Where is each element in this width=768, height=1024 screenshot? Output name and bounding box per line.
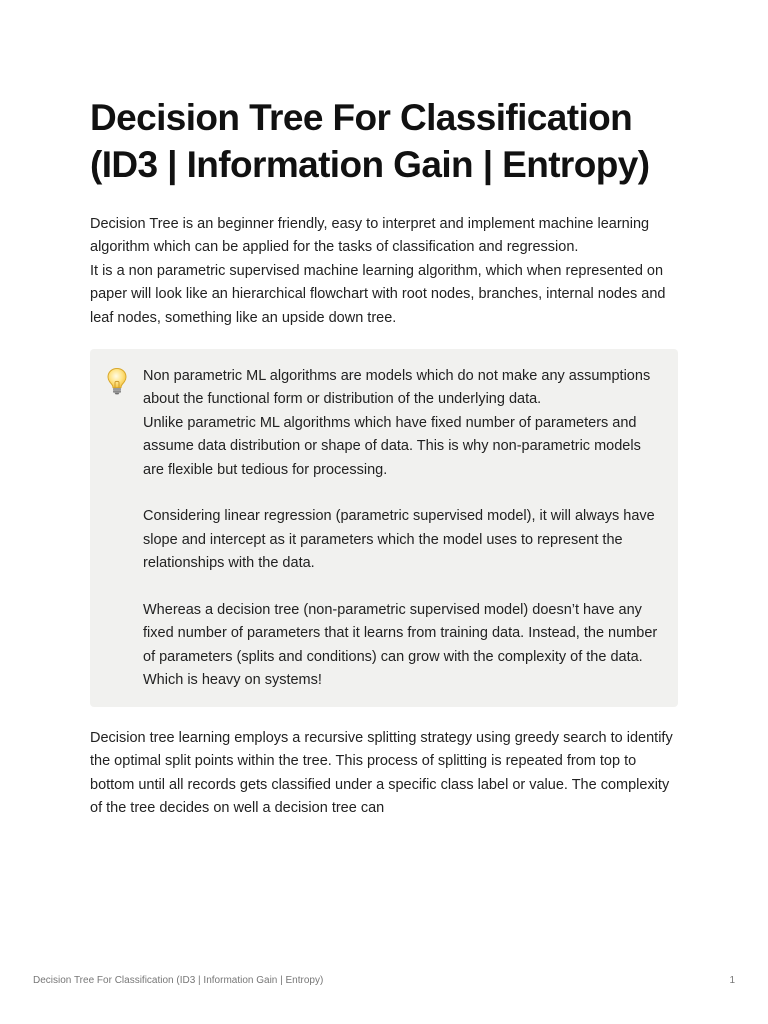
callout-paragraph-3: Considering linear regression (parametric supervised model), it will always have slope and intercept as it parameters which the model uses to represent the relationships with the data. [143, 508, 655, 572]
callout-paragraph-4: Whereas a decision tree (non-parametric supervised model) doesn’t have any fixed number of parameters that it learns from training data. Instead, the number of parameters (splits and conditions) can grow with the complexity of the data. Which is heavy on systems! [143, 602, 658, 689]
callout-paragraph-2: Unlike parametric ML algorithms which have fixed number of parameters and assume data distribution or shape of data. This is why non-parametric models are flexible but tedious for processing. [143, 414, 641, 478]
intro-paragraph-2: It is a non parametric supervised machine learning algorithm, which when represented on paper will look like an hierarchical flowchart with root nodes, branches, internal nodes and leaf nodes, something like an upside down tree. [90, 262, 666, 326]
intro-paragraph-1: Decision Tree is an beginner friendly, easy to interpret and implement machine learning algorithm which can be applied for the tasks of classification and regression. [90, 216, 650, 256]
page-title: Decision Tree For Classification (ID3 | Information Gain | Entropy) [90, 97, 650, 185]
lightbulb-icon-graphic [106, 367, 128, 395]
intro-section [90, 213, 680, 330]
closing-paragraph: Decision tree learning employs a recursive splitting strategy using greedy search to identify the optimal split points within the tree. This process of splitting is repeated from top to bottom until all records gets classified under a specific class label or value. The complexity of the tree decides on well a decision tree can [90, 729, 673, 816]
footer-title: Decision Tree For Classification (ID3 | Information Gain | Entropy) [33, 975, 324, 986]
lightbulb-icon [106, 365, 143, 693]
page-number: 1 [729, 975, 735, 986]
document-page [90, 94, 680, 820]
callout-box [90, 349, 678, 707]
callout-content [143, 365, 664, 693]
closing-section [90, 727, 680, 821]
page-footer [33, 975, 735, 991]
callout-paragraph-1: Non parametric ML algorithms are models which do not make any assumptions about the functional form or distribution of the underlying data. [143, 368, 651, 408]
